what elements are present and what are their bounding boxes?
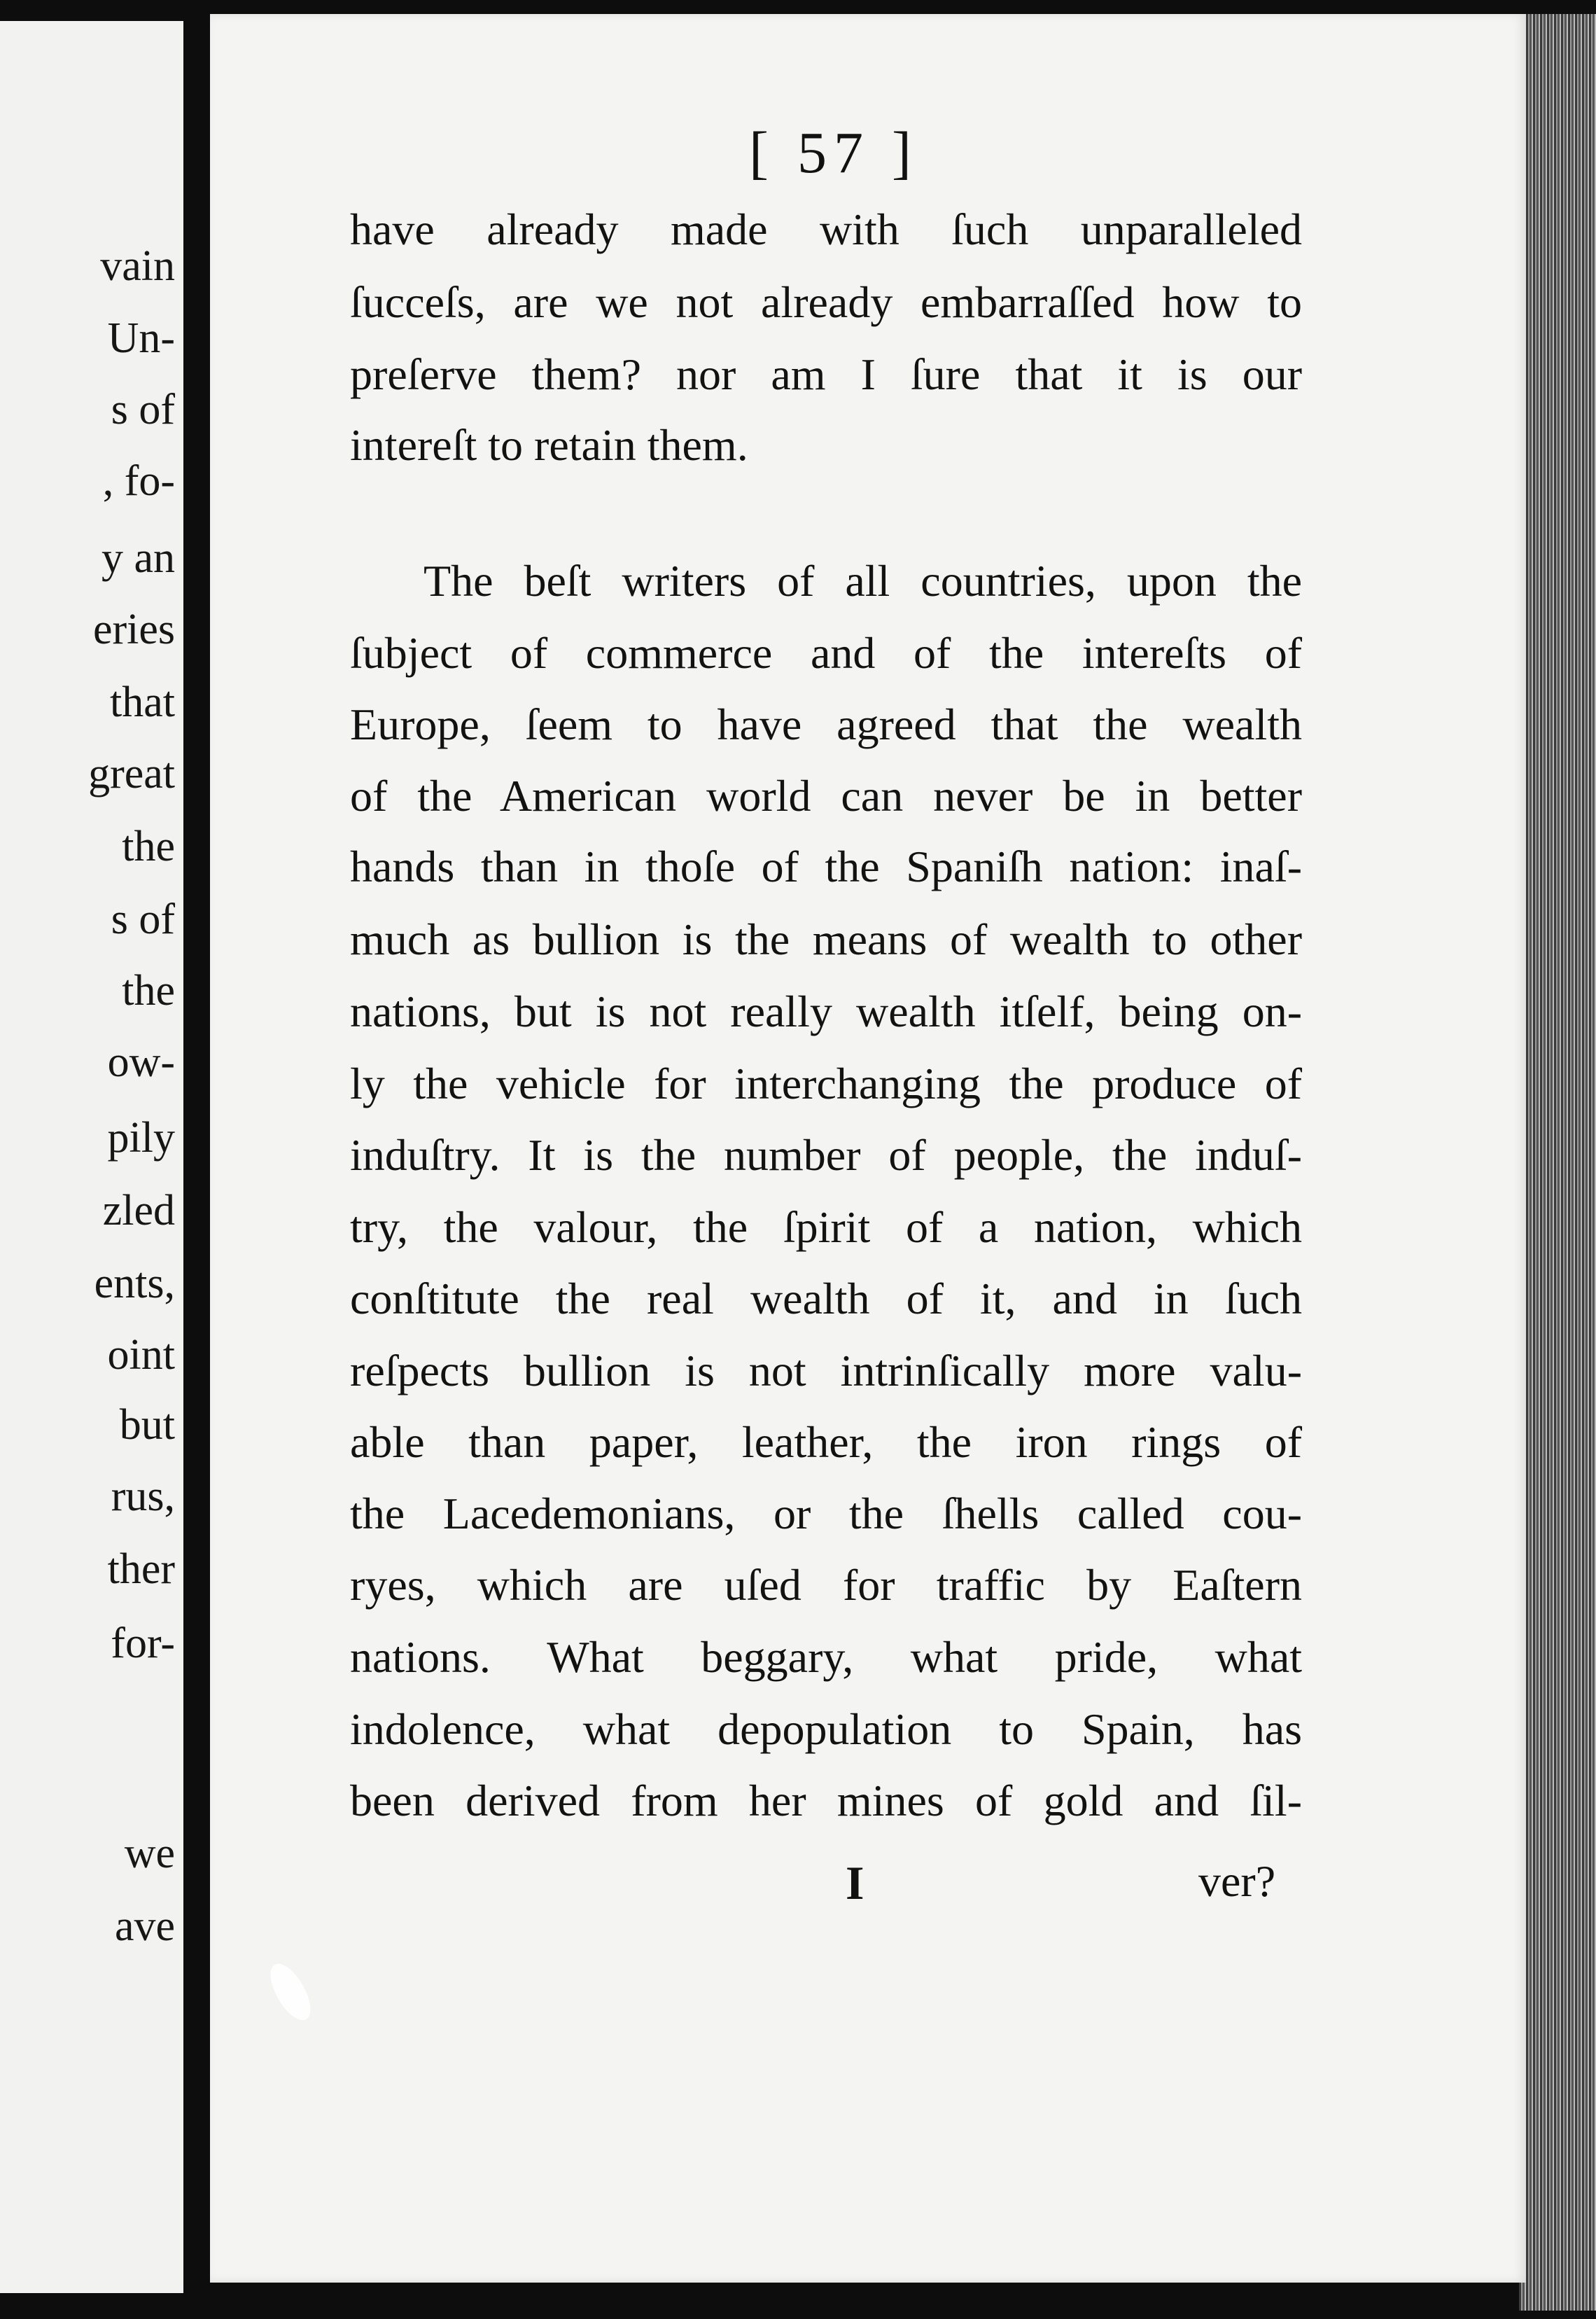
text-line: try, the valour, the ſpirit of a nation, which [350, 1202, 1302, 1252]
text-line: the Lacedemonians, or the ſhells called cou- [350, 1489, 1302, 1538]
facing-line: ow- [107, 1038, 175, 1086]
text-line: nations, but is not really wealth itſelf, being on- [350, 987, 1302, 1036]
facing-line: Un- [107, 314, 175, 362]
facing-line: the [122, 967, 175, 1015]
facing-line: zled [102, 1187, 175, 1234]
text-line: intereſt to retain them. [350, 420, 748, 470]
page-number: [ 57 ] [749, 120, 918, 186]
text-line: of the American world can never be in better [350, 771, 1302, 821]
facing-line: the [122, 823, 175, 870]
text-line: The beſt writers of all countries, upon the [424, 556, 1302, 606]
text-line: ryes, which are uſed for traffic by Eaſtern [350, 1560, 1302, 1610]
text-line: much as bullion is the means of wealth to other [350, 914, 1302, 964]
facing-line: but [119, 1401, 175, 1449]
text-line: induſtry. It is the number of people, the induſ- [350, 1130, 1302, 1180]
text-line: indolence, what depopulation to Spain, has [350, 1704, 1302, 1754]
signature-mark: I [846, 1856, 864, 1909]
facing-line: for- [111, 1620, 175, 1667]
text-line: Europe, ſeem to have agreed that the wealth [350, 699, 1302, 749]
text-line: hands than in thoſe of the Spaniſh nation: inaſ- [350, 842, 1302, 891]
facing-line: ther [107, 1545, 175, 1593]
text-line: preſerve them? nor am I ſure that it is our [350, 349, 1302, 399]
facing-line: s of [111, 386, 175, 433]
facing-line: that [110, 678, 175, 726]
text-line: reſpects bullion is not intrinſically more valu- [350, 1346, 1302, 1395]
text-line: able than paper, leather, the iron rings of [350, 1417, 1302, 1467]
text-line: conſtitute the real wealth of it, and in ſuch [350, 1274, 1302, 1323]
facing-line: ave [114, 1902, 175, 1950]
facing-line: s of [111, 896, 175, 943]
facing-line: oint [107, 1331, 175, 1379]
catchword: ver? [1198, 1856, 1276, 1906]
facing-line: ents, [94, 1260, 175, 1307]
text-line: have already made with ſuch unparalleled [350, 204, 1302, 254]
facing-line: great [88, 750, 175, 798]
facing-line: pily [107, 1114, 175, 1162]
facing-line: eries [92, 606, 175, 653]
facing-line: we [124, 1830, 175, 1877]
text-line: nations. What beggary, what pride, what [350, 1632, 1302, 1682]
facing-line: , fo- [102, 457, 175, 505]
facing-line: rus, [111, 1472, 175, 1520]
facing-line: y an [101, 534, 175, 582]
facing-line: vain [100, 242, 175, 290]
text-line: ſubject of commerce and of the intereſts of [350, 628, 1302, 678]
text-line: been derived from her mines of gold and ſil- [350, 1776, 1302, 1825]
text-line: ſucceſs, are we not already embarraſſed how to [350, 277, 1302, 327]
text-line: ly the vehicle for interchanging the produce of [350, 1059, 1302, 1108]
